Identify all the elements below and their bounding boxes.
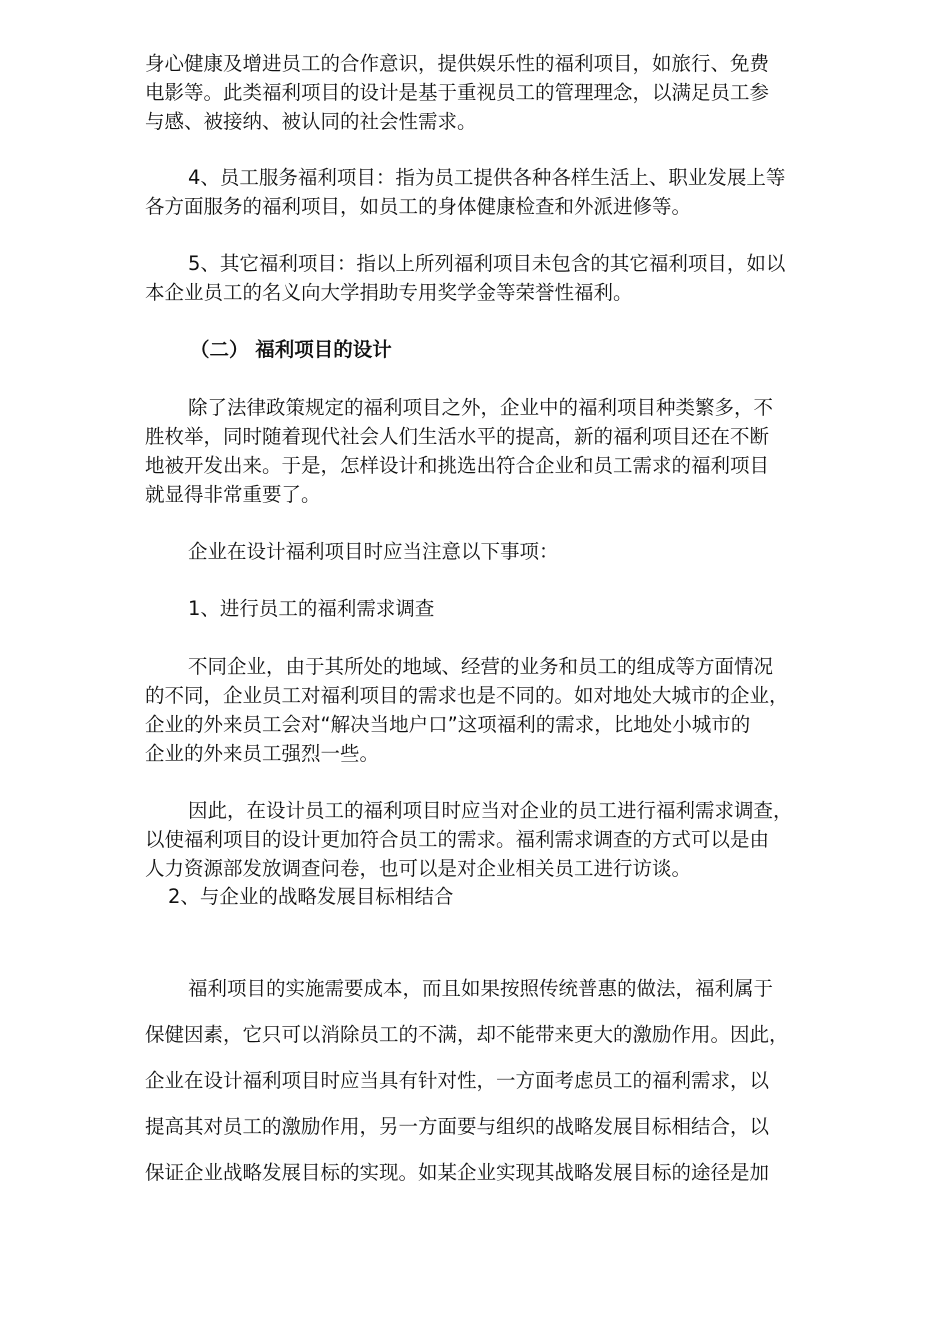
text-line: 胜枚举，同时随着现代社会人们生活水平的提高，新的福利项目还在不断 [145,425,770,448]
text-line: 企业的外来员工强烈一些。 [145,742,380,765]
text-line: 地被开发出来。于是，怎样设计和挑选出符合企业和员工需求的福利项目 [145,454,770,477]
subheading-strategy: 2、与企业的战略发展目标相结合 [168,885,454,908]
text-line: 提高其对员工的激励作用，另一方面要与组织的战略发展目标相结合，以 [145,1115,770,1138]
text-line: 企业在设计福利项目时应当具有针对性，一方面考虑员工的福利需求，以 [145,1069,770,1092]
text-line: 不同企业，由于其所处的地域、经营的业务和员工的组成等方面情况 [188,655,774,678]
paragraph-notice: 企业在设计福利项目时应当注意以下事项： [188,540,559,563]
text-line: 4、员工服务福利项目：指为员工提供各种各样生活上、职业发展上等 [188,166,786,189]
text-line: 除了法律政策规定的福利项目之外，企业中的福利项目种类繁多，不 [188,396,774,419]
section-heading: （二） 福利项目的设计 [190,338,392,361]
text-line: 电影等。此类福利项目的设计是基于重视员工的管理理念，以满足员工参 [145,81,770,104]
text-line: 因此，在设计员工的福利项目时应当对企业的员工进行福利需求调查， [188,799,793,822]
text-line: 保健因素，它只可以消除员工的不满，却不能带来更大的激励作用。因此， [145,1023,789,1046]
text-line: 福利项目的实施需要成本，而且如果按照传统普惠的做法，福利属于 [188,977,774,1000]
text-line: 5、其它福利项目：指以上所列福利项目未包含的其它福利项目，如以 [188,252,786,275]
text-line: 本企业员工的名义向大学捐助专用奖学金等荣誉性福利。 [145,281,633,304]
text-line: 各方面服务的福利项目，如员工的身体健康检查和外派进修等。 [145,195,692,218]
text-line: 以使福利项目的设计更加符合员工的需求。福利需求调查的方式可以是由 [145,828,770,851]
text-line: 就显得非常重要了。 [145,483,321,506]
text-line: 身心健康及增进员工的合作意识，提供娱乐性的福利项目，如旅行、免费 [145,52,770,75]
text-line: 人力资源部发放调查问卷，也可以是对企业相关员工进行访谈。 [145,857,692,880]
subheading-survey: 1、进行员工的福利需求调查 [188,597,435,620]
text-line: 保证企业战略发展目标的实现。如某企业实现其战略发展目标的途径是加 [145,1161,770,1184]
text-line: 企业的外来员工会对“解决当地户口”这项福利的需求，比地处小城市的 [145,713,751,736]
text-line: 的不同，企业员工对福利项目的需求也是不同的。如对地处大城市的企业， [145,684,789,707]
text-line: 与感、被接纳、被认同的社会性需求。 [145,110,477,133]
